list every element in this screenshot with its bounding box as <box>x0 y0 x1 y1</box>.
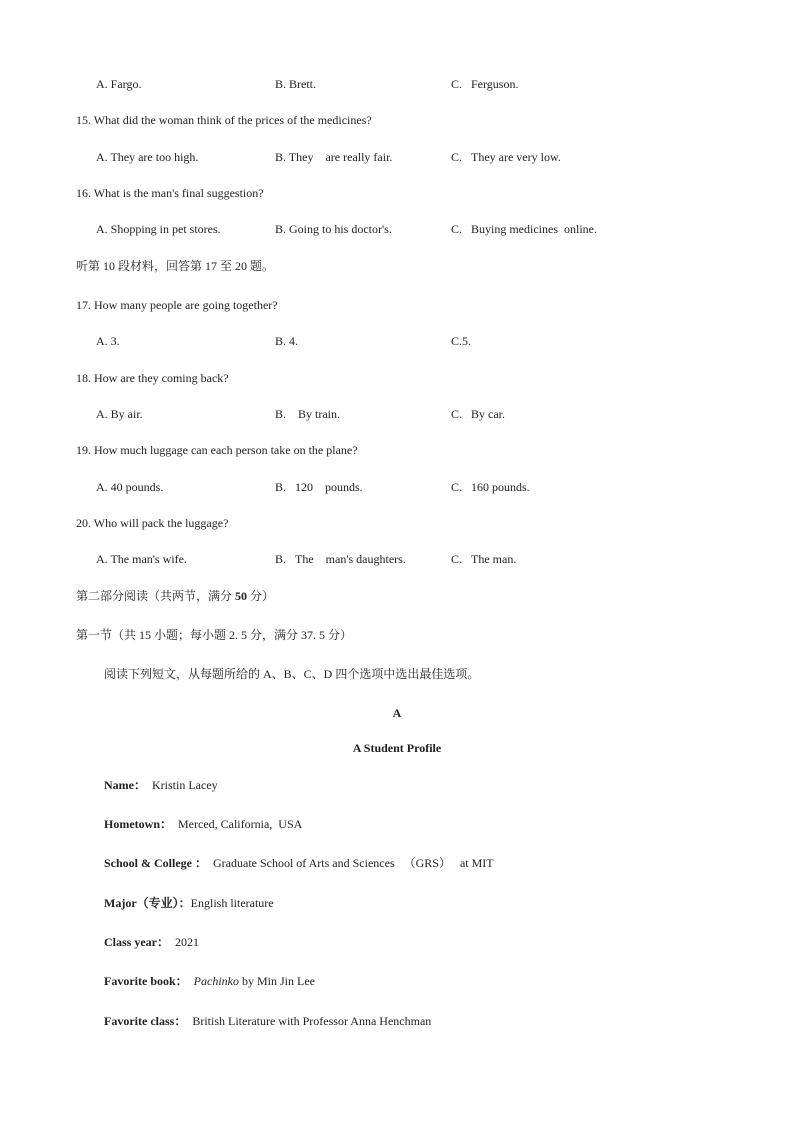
q19-option-c: C. 160 pounds. <box>451 480 530 494</box>
q14-option-c: C. Ferguson. <box>451 77 519 91</box>
q19-option-a: A. 40 pounds. <box>96 480 164 494</box>
q16-option-b: B. Going to his doctor's. <box>275 222 392 236</box>
q14-option-a: A. Fargo. <box>96 77 142 91</box>
profile-class-year <box>104 935 199 949</box>
q20-option-a: A. The man's wife. <box>96 552 187 566</box>
part2-heading <box>76 589 274 603</box>
part2-heading-pre: 第二部分阅读（共两节，满分 <box>76 589 236 603</box>
profile-name <box>104 778 218 792</box>
profile-favorite-book-label: Favorite book： <box>104 974 188 988</box>
q16-stem: 16. What is the man's final suggestion? <box>76 186 264 200</box>
q20-option-b: B. The man's daughters. <box>275 552 406 566</box>
profile-favorite-class <box>104 1014 431 1028</box>
profile-hometown-value: Merced, California, USA <box>178 817 303 831</box>
profile-favorite-book <box>104 974 315 988</box>
q17-stem: 17. How many people are going together? <box>76 298 278 312</box>
profile-major-value: English literature <box>190 896 274 910</box>
profile-class-year-value: 2021 <box>175 935 199 949</box>
q18-option-a: A. By air. <box>96 407 143 421</box>
q20-option-c: C. The man. <box>451 552 517 566</box>
q19-stem: 19. How much luggage can each person take on the plane? <box>76 443 358 457</box>
profile-major-label: Major（专业）： <box>104 896 191 910</box>
q19-option-b: B. 120 pounds. <box>275 480 363 494</box>
q14-option-b: B. Brett. <box>275 77 316 91</box>
q16-option-c: C. Buying medicines online. <box>451 222 597 236</box>
profile-name-label: Name： <box>104 778 146 792</box>
passage-title: A Student Profile <box>352 741 442 755</box>
q15-option-a: A. They are too high. <box>96 150 199 164</box>
section-10-note: 听第 10 段材料，回答第 17 至 20 题。 <box>76 259 275 273</box>
profile-hometown <box>104 817 302 831</box>
profile-favorite-book-title: Pachinko <box>193 974 239 988</box>
q18-stem: 18. How are they coming back? <box>76 371 229 385</box>
q17-option-c: C.5. <box>451 334 472 348</box>
profile-hometown-label: Hometown： <box>104 817 172 831</box>
profile-school-value: Graduate School of Arts and Sciences （GRS） at MIT <box>213 856 494 870</box>
part2-heading-score: 50 <box>235 589 248 603</box>
profile-name-value: Kristin Lacey <box>152 778 218 792</box>
q15-stem: 15. What did the woman think of the prices of the medicines? <box>76 113 372 127</box>
part2-section1-heading: 第一节（共 15 小题；每小题 2. 5 分，满分 37. 5 分） <box>76 628 353 642</box>
passage-letter: A <box>392 706 402 720</box>
profile-favorite-book-author: by Min Jin Lee <box>239 974 315 988</box>
q20-stem: 20. Who will pack the luggage? <box>76 516 229 530</box>
profile-school-label: School & College ： <box>104 856 207 870</box>
q15-option-b: B. They are really fair. <box>275 150 393 164</box>
part2-heading-post: 分） <box>247 589 275 603</box>
reading-instructions: 阅读下列短文，从每题所给的 A、B、C、D 四个选项中选出最佳选项。 <box>104 667 480 681</box>
profile-favorite-class-label: Favorite class： <box>104 1014 187 1028</box>
q18-option-b: B. By train. <box>275 407 340 421</box>
q17-option-a: A. 3. <box>96 334 120 348</box>
q17-option-b: B. 4. <box>275 334 299 348</box>
q15-option-c: C. They are very low. <box>451 150 561 164</box>
profile-school <box>104 856 494 870</box>
profile-favorite-class-value: British Literature with Professor Anna Henchman <box>192 1014 432 1028</box>
profile-major <box>104 896 274 910</box>
q18-option-c: C. By car. <box>451 407 505 421</box>
profile-class-year-label: Class year： <box>104 935 169 949</box>
q16-option-a: A. Shopping in pet stores. <box>96 222 221 236</box>
